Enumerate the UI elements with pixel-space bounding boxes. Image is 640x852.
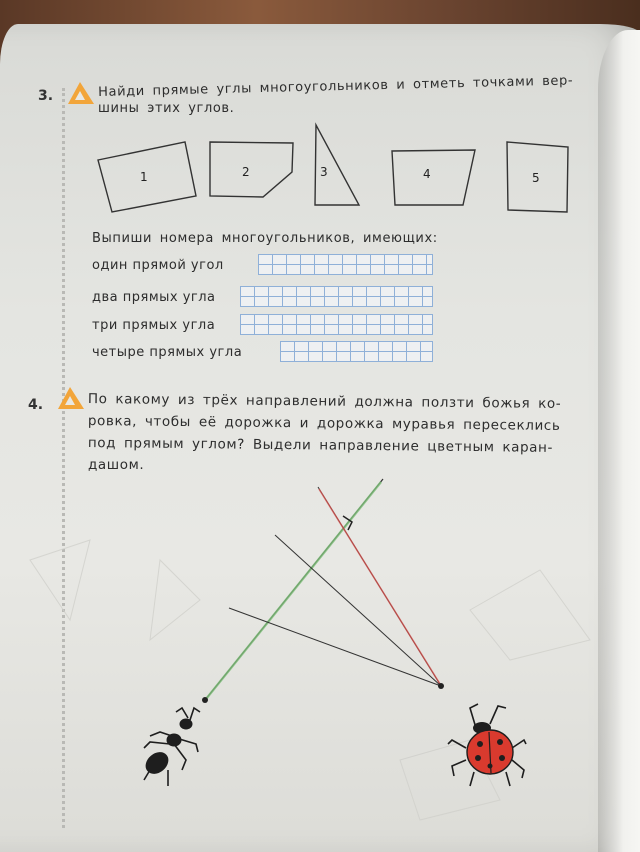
task4-text-line2: ровка, чтобы её дорожка и дорожка муравья пересеклись [87,412,561,434]
task4-text-line4: дашом. [88,457,145,473]
row-three-right-angles-label: три прямых угла [92,318,216,333]
task3-text-line2: шины этих углов. [98,101,235,116]
direction-line-1 [229,608,441,686]
polygon-5-label: 5 [532,171,540,185]
polygon-1-label: 1 [140,170,148,184]
task3-text-line1: Найди прямые углы многоугольников и отметь точками вер- [98,73,574,100]
ladybug-start-dot [438,683,444,689]
polygon-2-label: 2 [242,165,250,179]
polygon-4-label: 4 [423,167,431,181]
task4-text-line3: под прямым углом? Выдели направление цветным каран- [87,434,554,456]
ant-icon [142,708,200,786]
task4-number: 4. [28,397,44,413]
row-one-right-angle-label: один прямой угол [92,258,224,273]
task3-number: 3. [38,88,54,104]
row-four-right-angles-label: четыре прямых угла [92,345,243,360]
task3-subtitle: Выпиши номера многоугольников, имеющих: [92,231,438,246]
ladybug-icon [448,704,526,786]
direction-line-3-red-highlight [319,489,440,684]
polygon-3-label: 3 [320,165,328,179]
row-two-right-angles-label: два прямых угла [92,290,216,305]
ant-path-green-highlight [206,482,381,699]
bleed-through-shapes [30,540,590,820]
task4-text-line1: По какому из трёх направлений должна ползти божья ко- [87,390,562,412]
direction-line-2 [275,535,441,686]
ant-start-dot [202,697,208,703]
